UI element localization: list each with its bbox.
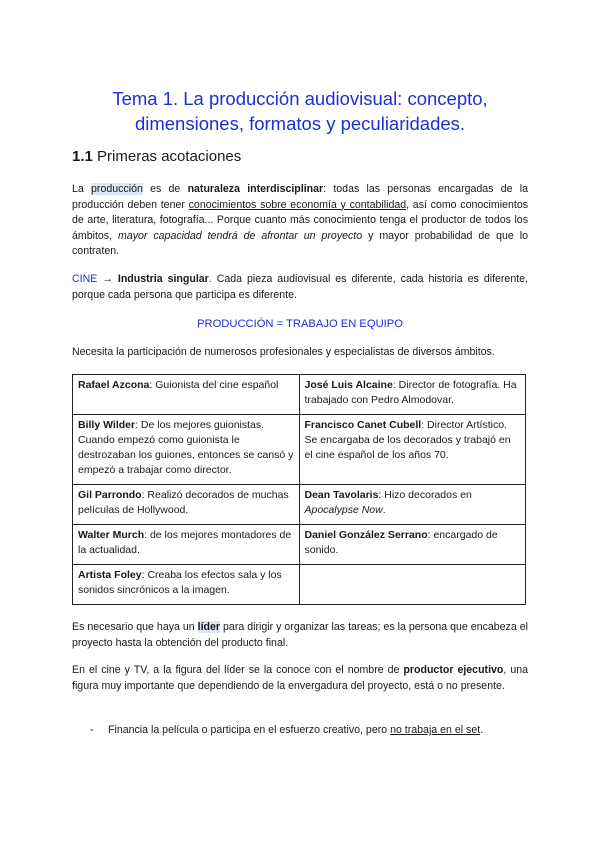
text-run: : todas las personas encargadas de la producción deben tener [72,183,528,211]
paragraph-participacion: Necesita la participación de numerosos profesionales y especialistas de diversos ámbitos. [72,346,495,358]
table-cell [73,565,300,605]
underline-no-trabaja: no trabaja en el set [390,724,481,736]
title-line-2: dimensiones, formatos y peculiaridades. [134,113,466,134]
table-cell [73,485,300,525]
page-title [60,86,540,136]
text-run: Es necesario que haya un [72,621,198,633]
person-name: Artista Foley [78,569,142,581]
person-name: Francisco Canet Cubell [304,419,422,431]
section-label: Primeras acotaciones [97,148,242,165]
section-heading [72,148,241,165]
text-run: En el cine y TV, a la figura del líder se la conoce con el nombre de [72,664,404,676]
text-run: es de [142,183,188,195]
table-cell [299,415,526,485]
highlight-produccion: producción [91,183,143,195]
table-cell [73,375,300,415]
arrow-icon: → [102,273,113,285]
underline-conocimientos: conocimientos sobre economía y contabilidad [188,198,407,211]
table-cell [299,525,526,565]
paragraph-cine [72,272,528,303]
table-cell-empty [299,565,526,605]
person-name: Billy Wilder [78,419,136,431]
table-cell [299,375,526,415]
person-desc: : Director de fotografía. Ha trabajado con Pedro Almodovar. [304,379,517,406]
italic-capacidad: mayor capacidad tendrá de afrontar un proyecto [117,229,363,242]
bold-productor-ejecutivo: productor ejecutivo [403,664,504,676]
film-title: Apocalypse Now [304,504,383,516]
paragraph-produccion [72,182,528,260]
bullet-dash: - [90,724,94,736]
person-name: Daniel González Serrano [304,529,428,541]
table-row [73,525,526,565]
table-row [73,375,526,415]
person-desc: : Director Artístico. Se encargaba de los decorados y trabajó en el cine español de los años 70. [304,419,511,461]
table-row [73,485,526,525]
section-number: 1.1 [72,148,93,165]
person-name: Rafael Azcona [78,379,150,391]
bullet-item [90,724,483,736]
table-row [73,415,526,485]
person-name: Dean Tavolaris [304,489,379,501]
text-run: . [382,504,386,516]
table-cell [73,415,300,485]
paragraph-productor [72,663,528,694]
person-desc: : encargado de sonido. [304,529,498,556]
person-name: José Luis Alcaine [304,379,393,391]
person-desc: : Realizó decorados de muchas películas de Hollywood. [78,489,289,516]
text-run: La [72,183,92,195]
title-line-1: Tema 1. La producción audiovisual: concepto, [112,88,488,109]
paragraph-lider [72,620,528,651]
equation-line: PRODUCCIÓN = TRABAJO EN EQUIPO [197,318,403,330]
table-cell [73,525,300,565]
person-desc: : Creaba los efectos sala y los sonidos sincrónicos a la imagen. [78,569,282,596]
bold-naturaleza: naturaleza interdisciplinar [187,183,324,195]
text-run: Financia la película o participa en el esfuerzo creativo, pero [108,724,391,736]
bold-industria: Industria singular [117,273,209,285]
text-run: . [480,724,484,736]
text-run: . Cada pieza audiovisual es diferente, cada historia es diferente, porque cada persona que participa es diferente. [72,273,528,301]
table-row [73,565,526,605]
person-desc: : Guionista del cine español [149,379,279,391]
text-run: para dirigir y organizar las tareas; es la persona que encabeza el proyecto hasta la obtención del producto final. [72,621,528,649]
text-run: , así como conocimientos de arte, literatura, fotografía... Porque cuanto más conocimiento tenga el productor de todos los ámbitos, [72,198,529,242]
crew-table [72,374,526,605]
person-name: Gil Parrondo [78,489,142,501]
person-desc: : De los mejores guionistas. Cuando empezó como guionista le destrozaban los guiones, entonces se cansó y empezó a trabajar como director. [78,419,294,476]
person-desc: : de los mejores montadores de la actualidad. [78,529,292,556]
table-cell [299,485,526,525]
text-run: y mayor probabilidad de que lo contraten. [72,229,528,258]
cine-label: CINE [72,273,98,285]
highlight-lider: líder [197,621,221,633]
person-name: Walter Murch [78,529,145,541]
person-desc: : Hizo decorados en [378,489,472,501]
text-run: , una figura muy importante que dependiendo de la envergadura del proyecto, está o no presente. [72,664,529,692]
